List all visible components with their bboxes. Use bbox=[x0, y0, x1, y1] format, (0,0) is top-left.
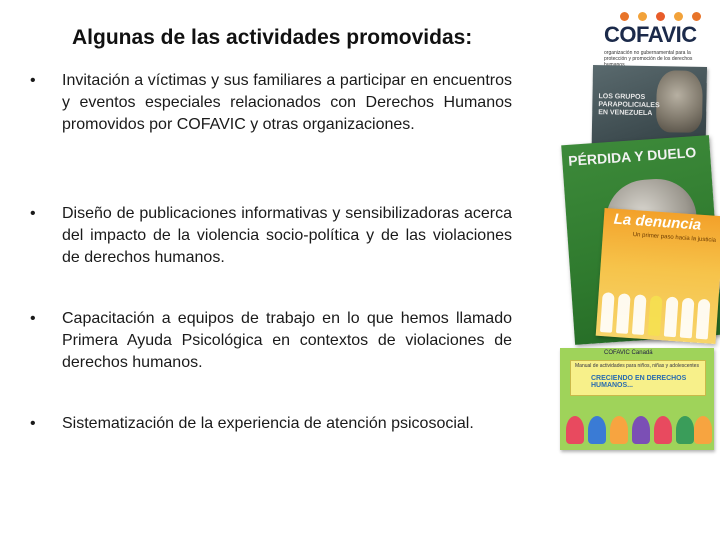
page-title: Algunas de las actividades promovidas: bbox=[72, 26, 473, 49]
bullet-icon: • bbox=[30, 415, 36, 432]
cover-header: Manual de actividades para niños, niñas y adolescentes bbox=[575, 363, 699, 369]
cover-partner-logos: COFAVIC Canadá bbox=[604, 350, 653, 356]
list-item-text: Diseño de publicaciones informativas y sensibilizadoras acerca del impacto de la violencia socio-política y de las violaciones de derechos humanos. bbox=[62, 205, 512, 266]
cofavic-logo bbox=[600, 8, 712, 66]
cover-illustration bbox=[656, 70, 703, 133]
list-item-text: Capacitación a equipos de trabajo en lo que hemos llamado Primera Ayuda Psicológica en contextos de violaciones de derechos humanos. bbox=[62, 310, 512, 371]
cover-title: CRECIENDO EN DERECHOS HUMANOS... bbox=[591, 375, 687, 389]
cover-title: PÉRDIDA Y DUELO bbox=[567, 144, 697, 169]
list-item bbox=[30, 203, 512, 269]
cover-banner bbox=[570, 360, 706, 396]
list-item bbox=[30, 70, 512, 136]
bullet-icon: • bbox=[30, 72, 36, 89]
publication-cover-creciendo-derechos-humanos bbox=[560, 348, 714, 450]
logo-tagline: organización no gubernamental para la protección y promoción de los derechos bbox=[604, 50, 693, 62]
bullet-icon: • bbox=[30, 205, 36, 222]
list-item-text: Sistematización de la experiencia de atención psicosocial. bbox=[62, 415, 474, 432]
logo-wordmark: COFAVIC bbox=[604, 22, 697, 47]
list-item-text: Invitación a víctimas y sus familiares a participar en encuentros y eventos especiales relacionados con Derechos Humanos promovidos por COFAVIC y otras organizaciones. bbox=[62, 72, 512, 133]
cover-title: LOS GRUPOS PARAPOLICIALES EN VENEZUELA bbox=[598, 93, 660, 118]
list-item bbox=[30, 413, 512, 435]
paper-people-illustration bbox=[596, 272, 720, 340]
cover-title: La denuncia bbox=[613, 210, 702, 234]
bullet-icon: • bbox=[30, 310, 36, 327]
cover-subtitle: Un primer paso hacia la justicia bbox=[632, 232, 717, 244]
list-item bbox=[30, 308, 512, 374]
publication-cover-la-denuncia bbox=[596, 208, 720, 344]
